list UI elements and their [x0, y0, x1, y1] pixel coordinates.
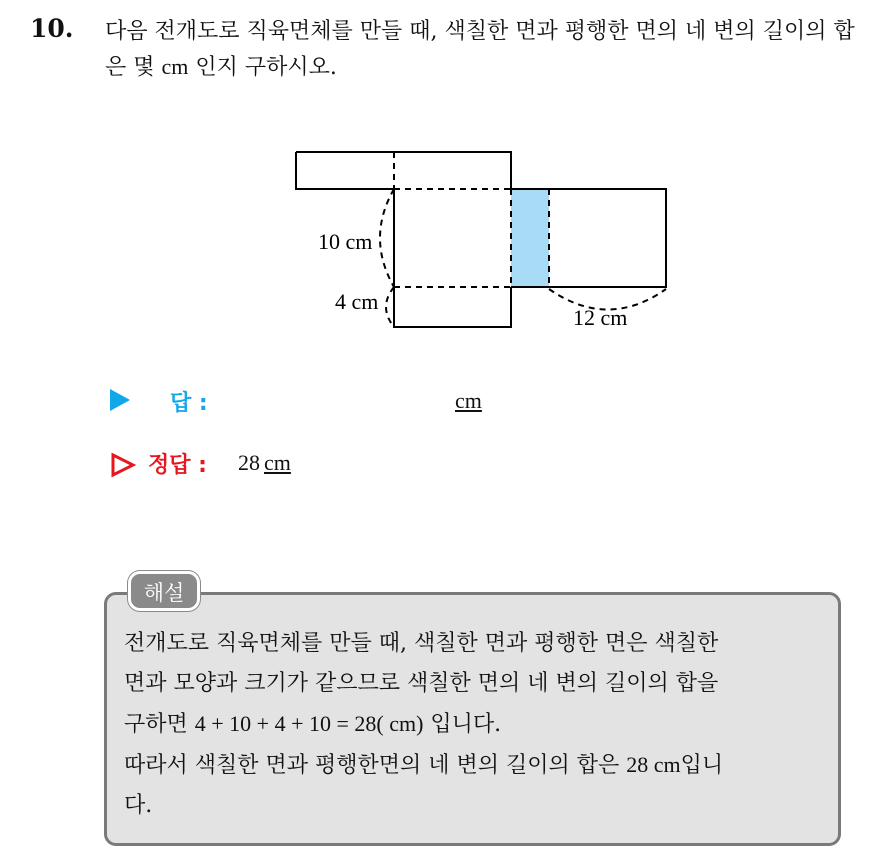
question-number: 10. [30, 14, 74, 43]
answer-arrow-icon [110, 389, 130, 411]
label-10cm: 10 cm [318, 229, 373, 254]
solution-line-1: 전개도로 직육면체를 만들 때, 색칠한 면과 평행한 면은 색칠한 [124, 631, 719, 656]
shaded-face [511, 189, 549, 287]
correct-arrow-icon [110, 452, 136, 478]
solution-line-4-pre: 따라서 색칠한 면과 평행한면의 네 변의 길이의 합은 [124, 753, 627, 778]
correct-value [238, 450, 291, 476]
solution-line-3 [124, 704, 832, 745]
solution-equation: 4 + 10 + 4 + 10 = 28( cm) [194, 711, 424, 736]
solution-text [124, 624, 832, 826]
solution-line-2: 면과 모양과 크기가 같으므로 색칠한 면의 네 변의 길이의 합을 [124, 671, 719, 696]
question-text-part2: 인지 구하시오. [188, 55, 337, 80]
answer-unit[interactable]: cm [455, 388, 482, 413]
solution-line-5: 다. [124, 793, 153, 818]
top-flap [296, 152, 511, 189]
label-4cm: 4 cm [335, 289, 379, 314]
question-text-part1: 다음 전개도로 직육면체를 만들 때, 색칠한 면과 평행한 면의 네 변의 길이의 합은 몇 [105, 19, 855, 80]
solution-line-4-post: 입니 [680, 753, 724, 778]
solution-result: 28 cm [626, 752, 681, 777]
solution-line-4 [124, 745, 832, 786]
correct-label: 정답 : [148, 453, 207, 478]
answer-label: 답 : [170, 391, 208, 416]
center-column [394, 189, 511, 327]
solution-line-3-post: 입니다. [423, 712, 502, 737]
correct-number: 28 [238, 450, 260, 475]
arc-10cm [380, 189, 394, 287]
answer-row [110, 386, 530, 416]
correct-unit: cm [264, 450, 291, 475]
arc-4cm [386, 287, 394, 327]
question-unit: cm [161, 54, 189, 79]
solution-tag: 해설 [128, 571, 200, 611]
correct-answer-row [110, 448, 530, 480]
label-12cm: 12 cm [573, 305, 628, 330]
solution-line-3-pre: 구하면 [124, 712, 195, 737]
